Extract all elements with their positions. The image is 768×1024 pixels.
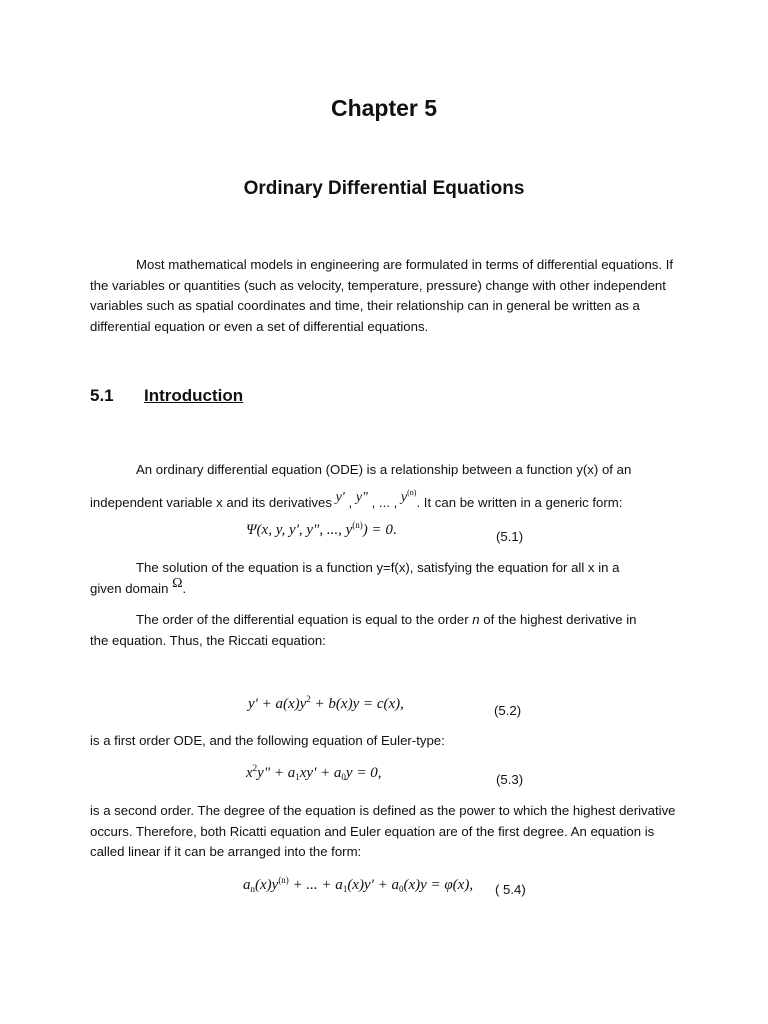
- equation-number-5-1: (5.1): [496, 529, 524, 544]
- equation-5-1: Ψ(x, y, y', y", ..., $y^{(n)}) = 0$.: [246, 520, 397, 538]
- solution-paragraph: [90, 558, 682, 600]
- solution-line-2: given domain Ω.: [90, 575, 187, 596]
- order-line-1: The order of the differential equation is equal to the order n of the highest derivative in: [136, 612, 637, 627]
- first-order-text: is a first order ODE, and the following equation of Euler-type:: [90, 733, 445, 748]
- section-number: 5.1: [90, 386, 114, 405]
- order-paragraph: [90, 610, 682, 651]
- equation-5-2: $y' + a(x)y^2 + b(x)y = c(x)$,: [248, 694, 404, 712]
- ode-line-2-tail: . It can be written in a generic form:: [416, 494, 623, 510]
- equation-number-5-3: (5.3): [496, 772, 524, 787]
- order-line-2: the equation. Thus, the Riccati equation:: [90, 632, 326, 648]
- second-order-paragraph: is a second order. The degree of the equation is defined as the power to which the highest derivative occurs. Therefore, both Ricatti equation and Euler equation are of the first degree. An equation is called linear if it can be arranged into the form:: [90, 803, 676, 859]
- ode-definition-paragraph: [90, 460, 682, 514]
- comma: ,: [348, 494, 353, 510]
- ode-line-2: [90, 489, 682, 515]
- section-title: Introduction: [144, 386, 244, 405]
- derivative-second: y": [355, 489, 368, 505]
- chapter-title: Ordinary Differential Equations: [243, 178, 525, 199]
- ode-line-2-text: independent variable x and its derivatives: [90, 494, 332, 510]
- omega-symbol: Ω: [172, 575, 183, 591]
- derivative-first: y': [335, 489, 345, 505]
- ode-line-1: An ordinary differential equation (ODE) is a relationship between a function y(x) of an: [136, 462, 632, 477]
- intro-paragraph: Most mathematical models in engineering are formulated in terms of differential equations. If the variables or quantities (such as velocity, temperature, pressure) change with other independent variables such as spatial coordinates and time, their relationship can in general be written as a differential equation or even a set of differential equations.: [90, 257, 674, 334]
- ellipsis: , ... ,: [371, 494, 398, 510]
- equation-number-5-2: (5.2): [494, 703, 522, 718]
- equation-5-4: $a_n(x)y^{(n)}$ + ... + $a_1(x)y' + a_0(x)y = \varphi(x)$,: [243, 875, 474, 894]
- equation-number-5-4: ( 5.4): [495, 882, 526, 897]
- derivative-nth: $y^{(n)}$: [400, 487, 417, 505]
- order-n: n: [472, 612, 480, 627]
- chapter-label: Chapter 5: [330, 95, 438, 121]
- section-heading: [90, 386, 243, 406]
- solution-line-1: The solution of the equation is a function y=f(x), satisfying the equation for all x in a: [136, 560, 620, 575]
- equation-5-3: $x^2y$" + $a_1xy' + a_0y = 0$,: [246, 763, 382, 782]
